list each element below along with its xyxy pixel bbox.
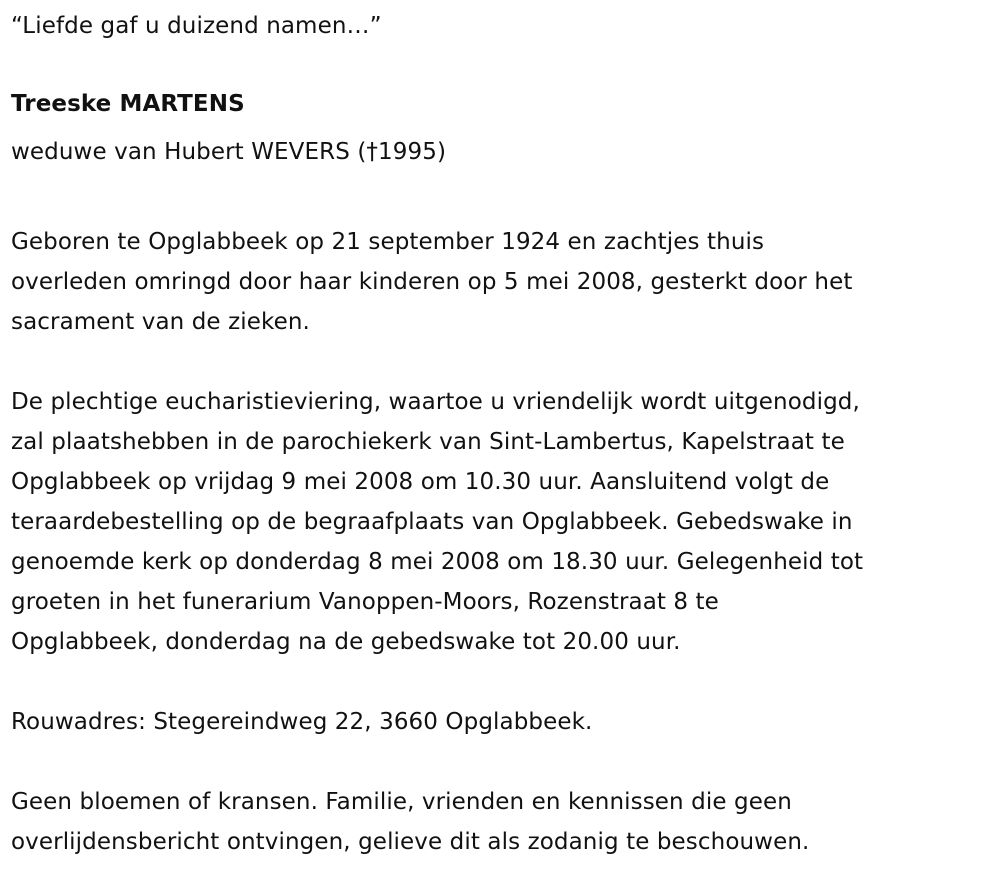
closing-paragraph [11, 782, 993, 862]
obituary-text [11, 0, 993, 862]
paragraph-line: zal plaatshebben in de parochiekerk van Sint-Lambertus, Kapelstraat te [11, 429, 845, 455]
paragraph-line: De plechtige eucharistieviering, waartoe u vriendelijk wordt uitgenodigd, [11, 389, 860, 415]
paragraph-line: Opglabbeek, donderdag na de gebedswake tot 20.00 uur. [11, 629, 681, 655]
paragraph-line: Geboren te Opglabbeek op 21 september 1924 en zachtjes thuis [11, 229, 765, 255]
paragraph-line: overleden omringd door haar kinderen op 5 mei 2008, gesterkt door het [11, 269, 853, 295]
birth-death-paragraph [11, 222, 993, 342]
paragraph-line: genoemde kerk op donderdag 8 mei 2008 om 18.30 uur. Gelegenheid tot [11, 549, 864, 575]
paragraph-line: overlijdensbericht ontvingen, gelieve dit als zodanig te beschouwen. [11, 829, 810, 855]
opening-quote: “Liefde gaf u duizend namen…” [11, 13, 382, 39]
paragraph-line: Opglabbeek op vrijdag 9 mei 2008 om 10.30 uur. Aansluitend volgt de [11, 469, 830, 495]
spacer [11, 662, 993, 702]
address-paragraph [11, 702, 993, 742]
deceased-name: Treeske MARTENS [11, 91, 245, 117]
paragraph-line: groeten in het funerarium Vanoppen-Moors, Rozenstraat 8 te [11, 589, 719, 615]
paragraph-line: sacrament van de zieken. [11, 309, 310, 335]
spacer [11, 342, 993, 382]
mourning-address: Rouwadres: Stegereindweg 22, 3660 Opglabbeek. [11, 709, 593, 735]
spouse-line: weduwe van Hubert WEVERS (†1995) [11, 139, 447, 165]
ceremony-paragraph [11, 382, 993, 662]
spacer [11, 742, 993, 782]
paragraph-line: Geen bloemen of kransen. Familie, vrienden en kennissen die geen [11, 789, 792, 815]
spacer [11, 182, 993, 222]
paragraph-line: teraardebestelling op de begraafplaats van Opglabbeek. Gebedswake in [11, 509, 853, 535]
